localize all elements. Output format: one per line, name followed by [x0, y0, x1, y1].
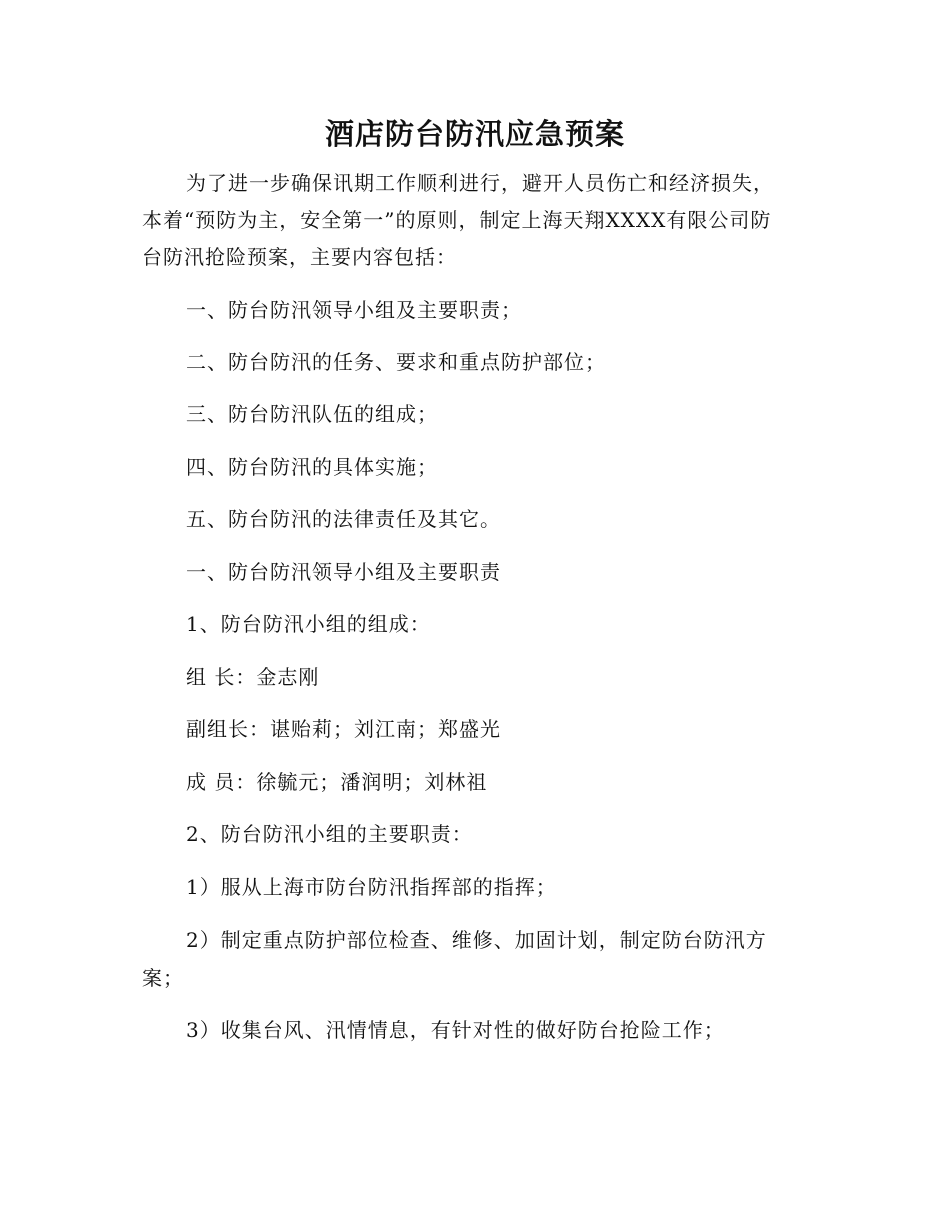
members-line: 成 员：徐毓元；潘润明；刘林祖 [186, 770, 488, 794]
outline-item-2: 二、防台防汛的任务、要求和重点防护部位； [186, 350, 606, 374]
duty-item-2-line-2: 案； [142, 966, 184, 990]
duty-item-1: 1）服从上海市防台防汛指挥部的指挥； [186, 875, 557, 899]
duty-item-2-line-1: 2）制定重点防护部位检查、维修、加固计划，制定防台防汛方 [186, 928, 767, 952]
leader-line: 组 长：金志刚 [186, 665, 320, 689]
outline-item-1: 一、防台防汛领导小组及主要职责； [186, 298, 522, 322]
intro-line-1: 为了进一步确保讯期工作顺利进行，避开人员伤亡和经济损失， [186, 171, 774, 195]
duty-item-3: 3）收集台风、汛情情息，有针对性的做好防台抢险工作； [186, 1018, 725, 1042]
deputies-line: 副组长：谌贻莉；刘江南；郑盛光 [186, 717, 501, 741]
outline-item-3: 三、防台防汛队伍的组成； [186, 402, 438, 426]
section-heading: 一、防台防汛领导小组及主要职责 [186, 560, 501, 584]
intro-line-2: 本着“预防为主，安全第一”的原则，制定上海天翔XXXX有限公司防 [142, 208, 772, 232]
intro-line-3: 台防汛抢险预案，主要内容包括： [142, 245, 457, 269]
document-title: 酒店防台防汛应急预案 [324, 117, 625, 151]
outline-item-5: 五、防台防汛的法律责任及其它。 [186, 507, 501, 531]
subsection-heading-1: 1、防台防汛小组的组成： [186, 612, 431, 636]
outline-item-4: 四、防台防汛的具体实施； [186, 455, 438, 479]
subsection-heading-2: 2、防台防汛小组的主要职责： [186, 822, 473, 846]
